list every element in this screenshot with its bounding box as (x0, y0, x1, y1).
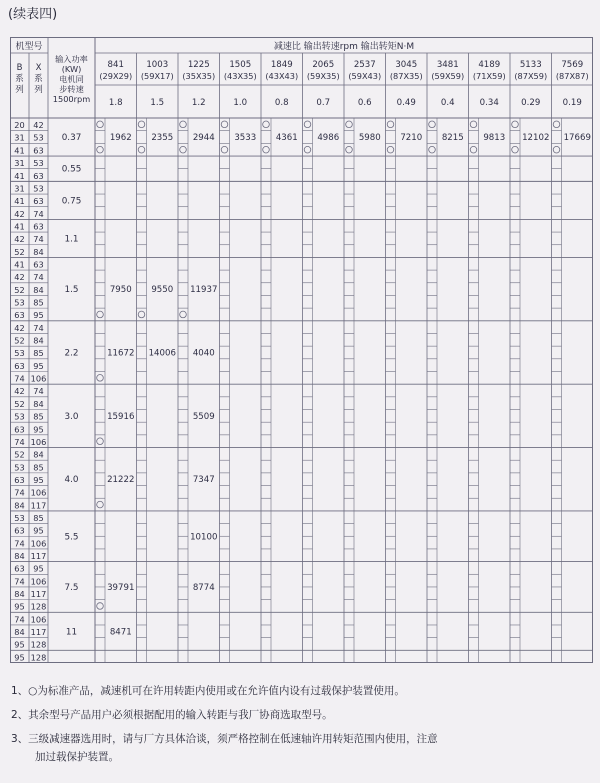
b-series-model: 84 (14, 500, 25, 511)
x-series-model: 117 (30, 500, 47, 511)
x-series-model: 95 (33, 474, 44, 485)
standard-product-mark (138, 121, 145, 128)
output-torque: 39791 (107, 582, 135, 593)
standard-product-mark (346, 146, 353, 153)
ratio-combination: (35X35) (182, 71, 216, 81)
ratio-combination: (59X59) (431, 71, 465, 81)
b-series-model: 31 (14, 132, 25, 143)
x-series-model: 128 (30, 601, 47, 612)
header-power-label: (KW) (61, 64, 82, 74)
b-series-model: 53 (14, 297, 25, 308)
output-speed: 1.8 (108, 98, 123, 108)
ratio-value: 4189 (478, 60, 501, 70)
b-series-model: 74 (14, 614, 25, 625)
input-power: 1.1 (64, 234, 79, 245)
standard-product-mark (180, 146, 187, 153)
b-series-model: 74 (14, 436, 25, 447)
spec-table (10, 37, 593, 663)
ratio-combination: (29X29) (99, 71, 133, 81)
output-torque: 2944 (192, 133, 215, 144)
input-power: 4.0 (64, 475, 79, 486)
output-torque: 12102 (522, 133, 550, 144)
header-power-label: 步转速 (59, 84, 84, 94)
standard-product-mark (470, 146, 477, 153)
header-b-series: B (16, 63, 23, 73)
standard-product-mark (180, 121, 187, 128)
note-3-continuation: 加过载保护装置。 (35, 751, 119, 763)
output-speed: 0.29 (521, 98, 541, 108)
standard-product-mark (97, 121, 104, 128)
output-torque: 3533 (234, 133, 257, 144)
spec-table-grid (10, 37, 593, 663)
x-series-model: 85 (33, 462, 44, 473)
b-series-model: 84 (14, 589, 25, 600)
b-series-model: 63 (14, 563, 25, 574)
standard-product-mark (387, 146, 394, 153)
ratio-value: 1225 (187, 60, 210, 70)
x-series-model: 117 (30, 627, 47, 638)
x-series-model: 84 (33, 284, 44, 295)
b-series-model: 41 (14, 145, 25, 156)
ratio-value: 3045 (395, 60, 418, 70)
standard-product-mark (97, 311, 104, 318)
x-series-model: 53 (33, 132, 44, 143)
output-torque: 7210 (400, 133, 423, 144)
x-series-model: 42 (33, 120, 44, 131)
b-series-model: 31 (14, 183, 25, 194)
ratio-combination: (87X87) (555, 71, 589, 81)
x-series-model: 106 (30, 538, 47, 549)
header-x-series: 列 (34, 85, 43, 95)
x-series-model: 106 (30, 373, 47, 384)
standard-product-mark (429, 146, 436, 153)
x-series-model: 106 (30, 436, 47, 447)
standard-product-mark (263, 146, 270, 153)
header-power-label: 1500rpm (52, 94, 91, 104)
page-title: (续表四) (8, 7, 58, 22)
x-series-model: 63 (33, 259, 44, 270)
header-model-label: 机型号 (15, 42, 43, 52)
output-speed: 1.5 (150, 98, 165, 108)
output-speed: 0.19 (562, 98, 582, 108)
input-power: 0.55 (61, 164, 82, 175)
standard-product-mark (97, 603, 104, 610)
output-speed: 0.49 (396, 98, 416, 108)
standard-product-mark (138, 146, 145, 153)
header-x-series: X (35, 63, 42, 73)
input-power: 11 (65, 627, 78, 638)
output-torque: 5509 (192, 411, 215, 422)
b-series-model: 63 (14, 424, 25, 435)
input-power: 2.2 (64, 348, 79, 359)
x-series-model: 74 (33, 234, 44, 245)
ratio-combination: (59X43) (348, 71, 382, 81)
ratio-value: 2537 (353, 60, 376, 70)
note-3: 3、三级减速器选用时，请与厂方具体洽谈，须严格控制在低速轴许用转矩范围内使用，注意 (11, 733, 438, 745)
output-torque: 14006 (148, 348, 176, 359)
b-series-model: 53 (14, 411, 25, 422)
output-speed: 0.6 (357, 98, 372, 108)
x-series-model: 74 (33, 272, 44, 283)
x-series-model: 85 (33, 411, 44, 422)
output-speed: 1.0 (233, 98, 248, 108)
output-torque: 10100 (190, 532, 218, 543)
output-torque: 7347 (192, 475, 215, 486)
b-series-model: 41 (14, 170, 25, 181)
input-power: 3.0 (64, 411, 79, 422)
x-series-model: 95 (33, 563, 44, 574)
output-torque: 9550 (151, 285, 174, 296)
input-power: 7.5 (64, 582, 79, 593)
standard-product-mark (346, 121, 353, 128)
input-power: 5.5 (64, 532, 79, 543)
b-series-model: 95 (14, 652, 25, 663)
standard-product-mark (470, 121, 477, 128)
b-series-model: 31 (14, 158, 25, 169)
x-series-model: 95 (33, 525, 44, 536)
b-series-model: 42 (14, 208, 25, 219)
standard-product-mark (221, 146, 228, 153)
x-series-model: 106 (30, 487, 47, 498)
x-series-model: 128 (30, 652, 47, 663)
x-series-model: 84 (33, 449, 44, 460)
header-x-series: 系 (34, 74, 43, 84)
b-series-model: 52 (14, 246, 25, 257)
standard-product-mark (553, 121, 560, 128)
output-torque: 8471 (109, 627, 132, 638)
header-b-series: 系 (15, 74, 24, 84)
x-series-model: 84 (33, 246, 44, 257)
ratio-value: 1849 (270, 60, 293, 70)
standard-product-mark (263, 121, 270, 128)
output-torque: 4361 (275, 133, 298, 144)
output-torque: 11672 (107, 348, 135, 359)
table-frame (11, 38, 593, 663)
b-series-model: 74 (14, 538, 25, 549)
x-series-model: 74 (33, 208, 44, 219)
ratio-value: 1003 (146, 60, 169, 70)
b-series-model: 84 (14, 551, 25, 562)
b-series-model: 63 (14, 360, 25, 371)
standard-product-mark (304, 146, 311, 153)
input-power: 0.75 (61, 196, 82, 207)
b-series-model: 53 (14, 462, 25, 473)
x-series-model: 128 (30, 639, 47, 650)
ratio-value: 7569 (561, 60, 584, 70)
standard-product-mark (387, 121, 394, 128)
b-series-model: 95 (14, 601, 25, 612)
b-series-model: 63 (14, 474, 25, 485)
b-series-model: 52 (14, 335, 25, 346)
standard-product-mark (97, 146, 104, 153)
output-speed: 0.34 (479, 98, 499, 108)
output-torque: 4986 (317, 133, 340, 144)
standard-product-mark (138, 311, 145, 318)
note-2: 2、其余型号产品用户必须根据配用的输入转距与我厂协商选取型号。 (11, 709, 333, 721)
header-b-series: 列 (15, 85, 24, 95)
x-series-model: 85 (33, 348, 44, 359)
ratio-value: 3481 (436, 60, 459, 70)
x-series-model: 106 (30, 614, 47, 625)
output-torque: 8774 (192, 582, 215, 593)
b-series-model: 41 (14, 221, 25, 232)
output-torque: 15916 (107, 411, 135, 422)
input-power: 1.5 (64, 285, 79, 296)
x-series-model: 63 (33, 170, 44, 181)
output-torque: 17669 (563, 133, 591, 144)
x-series-model: 95 (33, 360, 44, 371)
header-group-label: 减速比 输出转速rpm 输出转矩N·M (273, 42, 415, 52)
b-series-model: 84 (14, 627, 25, 638)
x-series-model: 74 (33, 322, 44, 333)
b-series-model: 95 (14, 639, 25, 650)
standard-product-mark (429, 121, 436, 128)
output-torque: 7950 (109, 285, 132, 296)
standard-product-mark (512, 121, 519, 128)
ratio-combination: (43X43) (265, 71, 299, 81)
output-torque: 1962 (109, 133, 132, 144)
ratio-value: 1505 (229, 60, 252, 70)
b-series-model: 63 (14, 525, 25, 536)
standard-product-mark (180, 311, 187, 318)
output-torque: 8215 (441, 133, 464, 144)
standard-product-mark (512, 146, 519, 153)
x-series-model: 74 (33, 386, 44, 397)
output-torque: 21222 (107, 475, 135, 486)
notes (11, 684, 596, 764)
b-series-model: 42 (14, 386, 25, 397)
output-torque: 11937 (190, 285, 218, 296)
b-series-model: 53 (14, 348, 25, 359)
b-series-model: 53 (14, 512, 25, 523)
header-power-label: 电机同 (59, 74, 84, 84)
output-speed: 0.4 (440, 98, 455, 108)
x-series-model: 117 (30, 589, 47, 600)
output-speed: 0.7 (316, 98, 331, 108)
output-speed: 0.8 (274, 98, 289, 108)
output-torque: 5980 (358, 133, 381, 144)
b-series-model: 74 (14, 373, 25, 384)
output-speed: 1.2 (191, 98, 206, 108)
b-series-model: 52 (14, 449, 25, 460)
standard-product-mark (221, 121, 228, 128)
ratio-combination: (59X35) (306, 71, 340, 81)
ratio-combination: (87X59) (514, 71, 548, 81)
b-series-model: 52 (14, 398, 25, 409)
b-series-model: 63 (14, 310, 25, 321)
ratio-combination: (59X17) (140, 71, 174, 81)
b-series-model: 41 (14, 259, 25, 270)
x-series-model: 84 (33, 335, 44, 346)
b-series-model: 42 (14, 272, 25, 283)
b-series-model: 41 (14, 196, 25, 207)
output-torque: 9813 (483, 133, 506, 144)
b-series-model: 52 (14, 284, 25, 295)
ratio-combination: (87X35) (389, 71, 423, 81)
b-series-model: 74 (14, 487, 25, 498)
x-series-model: 53 (33, 158, 44, 169)
standard-product-mark (553, 146, 560, 153)
output-torque: 4040 (192, 348, 215, 359)
header-power-label: 输入功率 (55, 54, 88, 64)
standard-product-mark (97, 501, 104, 508)
x-series-model: 117 (30, 551, 47, 562)
b-series-model: 42 (14, 234, 25, 245)
x-series-model: 84 (33, 398, 44, 409)
ratio-combination: (71X59) (472, 71, 506, 81)
note-1: 1、○为标准产品，减速机可在许用转距内使用或在允许值内设有过载保护装置使用。 (11, 685, 405, 697)
ratio-combination: (43X35) (223, 71, 257, 81)
x-series-model: 95 (33, 310, 44, 321)
x-series-model: 53 (33, 183, 44, 194)
x-series-model: 63 (33, 221, 44, 232)
standard-product-mark (97, 375, 104, 382)
standard-product-mark (97, 438, 104, 445)
x-series-model: 85 (33, 297, 44, 308)
x-series-model: 85 (33, 512, 44, 523)
ratio-value: 2065 (312, 60, 335, 70)
b-series-model: 42 (14, 322, 25, 333)
standard-product-mark (304, 121, 311, 128)
input-power: 0.37 (61, 133, 82, 144)
x-series-model: 95 (33, 424, 44, 435)
ratio-value: 841 (107, 60, 124, 70)
b-series-model: 20 (14, 120, 25, 131)
ratio-value: 5133 (519, 60, 542, 70)
output-torque: 2355 (151, 133, 174, 144)
x-series-model: 63 (33, 196, 44, 207)
x-series-model: 63 (33, 145, 44, 156)
b-series-model: 74 (14, 576, 25, 587)
x-series-model: 106 (30, 576, 47, 587)
